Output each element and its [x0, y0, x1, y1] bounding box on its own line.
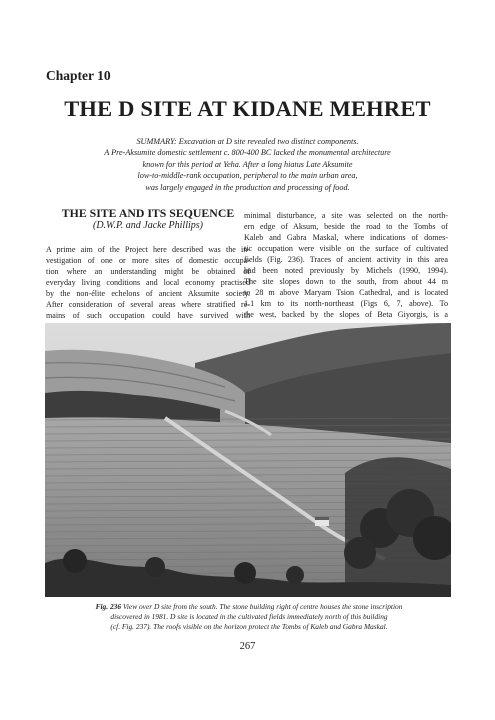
summary-line: known for this period at Yeha. After a long hiatus Late Aksumite [142, 159, 353, 169]
chapter-label: Chapter 10 [46, 68, 111, 83]
body-line: tion where an understanding might be obtained of [46, 267, 250, 277]
caption-line: discovered in 1981. D site is located in the cultivated fields immediately north of this building [110, 612, 388, 622]
site-photograph [45, 323, 451, 597]
body-line: tic occupation were visible on the surface of cultivated [244, 244, 448, 254]
figure-label: Fig. 236 [95, 602, 122, 611]
summary-line: was largely engaged in the production and processing of food. [145, 182, 350, 192]
body-line: The site slopes down to the south, from about 44 m [244, 277, 448, 287]
summary-line: low-to-middle-rank occupation, peripheral to the main urban area, [137, 171, 358, 181]
body-line: ern edge of Aksum, beside the road to the Tombs of [244, 222, 448, 232]
chapter-title: THE D SITE AT KIDANE MEHRET [64, 96, 431, 121]
page-number: 267 [239, 641, 256, 652]
body-line: mains of such occupation could have survived with [46, 311, 250, 321]
caption-line: (cf. Fig. 237). The roofs visible on the horizon protect the Tombs of Kaleb and Gabra Maskal. [110, 622, 388, 632]
body-line: the west, backed by the slopes of Beta Giyorgis, is a [244, 310, 448, 320]
body-line: A prime aim of the Project here described was the in- [46, 245, 250, 254]
body-line: to 28 m above Maryam Tsion Cathedral, and is located [244, 288, 448, 298]
body-line: 1.1 km to its north-northeast (Figs 6, 7, above). To [244, 299, 448, 309]
body-line: fields (Fig. 236). Traces of ancient activity in this area [244, 255, 448, 265]
summary [40, 136, 455, 193]
caption-line: View over D site from the south. The stone building right of centre houses the stone inscription [122, 602, 403, 611]
section-heading: THE SITE AND ITS SEQUENCE [61, 206, 235, 220]
summary-line: SUMMARY: Excavation at D site revealed two distinct components. [136, 137, 359, 146]
body-line: vestigation of one or more sites of domestic occupa- [46, 256, 250, 266]
right-column [244, 210, 448, 320]
figure-caption [46, 602, 452, 633]
body-line: everyday living conditions and local economy practised [46, 278, 250, 288]
summary-line: A Pre-Aksumite domestic settlement c. 800-400 BC lacked the monumental architecture [104, 148, 391, 158]
body-line: by the non-élite echelons of ancient Aksumite society. [46, 289, 250, 299]
section-authors: (D.W.P. and Jacke Phillips) [93, 220, 203, 231]
left-column [46, 207, 250, 321]
body-line: After consideration of several areas where stratified re- [46, 300, 250, 310]
body-line: had been noted previously by Michels (1990, 1994). [244, 266, 448, 276]
body-line: Kaleb and Gabra Maskal, where indications of domes- [244, 233, 448, 243]
body-line: minimal disturbance, a site was selected on the north- [244, 211, 448, 220]
